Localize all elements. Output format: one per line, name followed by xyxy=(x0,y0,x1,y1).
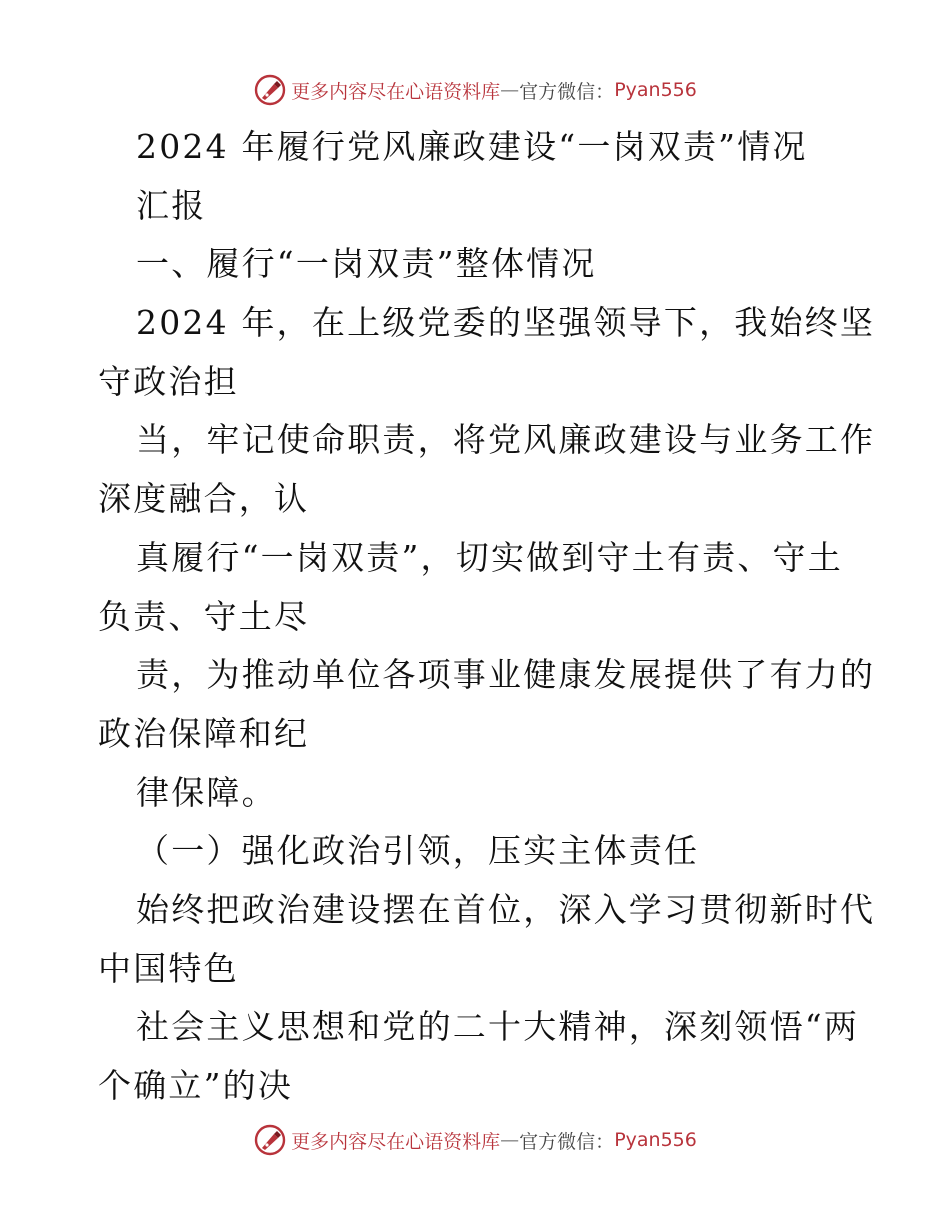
banner-wechat-id: Pyan556 xyxy=(614,79,697,101)
header-watermark-banner xyxy=(0,70,950,110)
document-line: 汇报 xyxy=(136,185,207,225)
banner-wechat-id: Pyan556 xyxy=(614,1129,697,1151)
document-line: 社会主义思想和党的二十大精神，深刻领悟“两 xyxy=(136,1007,860,1047)
document-line: 一、履行“一岗双责”整体情况 xyxy=(136,244,597,284)
document-body xyxy=(98,118,876,1116)
document-line: 负责、守土尽 xyxy=(98,596,310,636)
document-line: （一）强化政治引领，压实主体责任 xyxy=(136,831,700,871)
document-line: 2024 年，在上级党委的坚强领导下，我始终坚 xyxy=(136,303,876,343)
document-line: 深度融合，认 xyxy=(98,479,310,519)
document-line: 当，牢记使命职责，将党风廉政建设与业务工作 xyxy=(136,420,876,460)
banner-main-text: 更多内容尽在心语资料库 xyxy=(291,1130,501,1153)
banner-dash: — xyxy=(500,1129,520,1151)
document-line: 真履行“一岗双责”，切实做到守土有责、守土 xyxy=(136,537,843,577)
document-line: 责，为推动单位各项事业健康发展提供了有力的 xyxy=(136,655,876,695)
document-line: 中国特色 xyxy=(98,948,239,988)
banner-dash: — xyxy=(500,79,520,101)
document-line: 始终把政治建设摆在首位，深入学习贯彻新时代 xyxy=(136,889,876,929)
pen-nib-logo-icon xyxy=(253,1123,287,1157)
banner-official-label: 官方微信： xyxy=(519,80,615,103)
document-line: 个确立”的决 xyxy=(98,1066,294,1105)
banner-official-label: 官方微信： xyxy=(519,1130,615,1153)
document-line: 守政治担 xyxy=(98,361,239,401)
document-line: 政治保障和纪 xyxy=(98,713,310,753)
document-line: 2024 年履行党风廉政建设“一岗双责”情况 xyxy=(136,127,808,166)
document-line: 律保障。 xyxy=(136,772,277,812)
footer-watermark-banner xyxy=(0,1120,950,1160)
pen-nib-logo-icon xyxy=(253,73,287,107)
banner-main-text: 更多内容尽在心语资料库 xyxy=(291,80,501,103)
